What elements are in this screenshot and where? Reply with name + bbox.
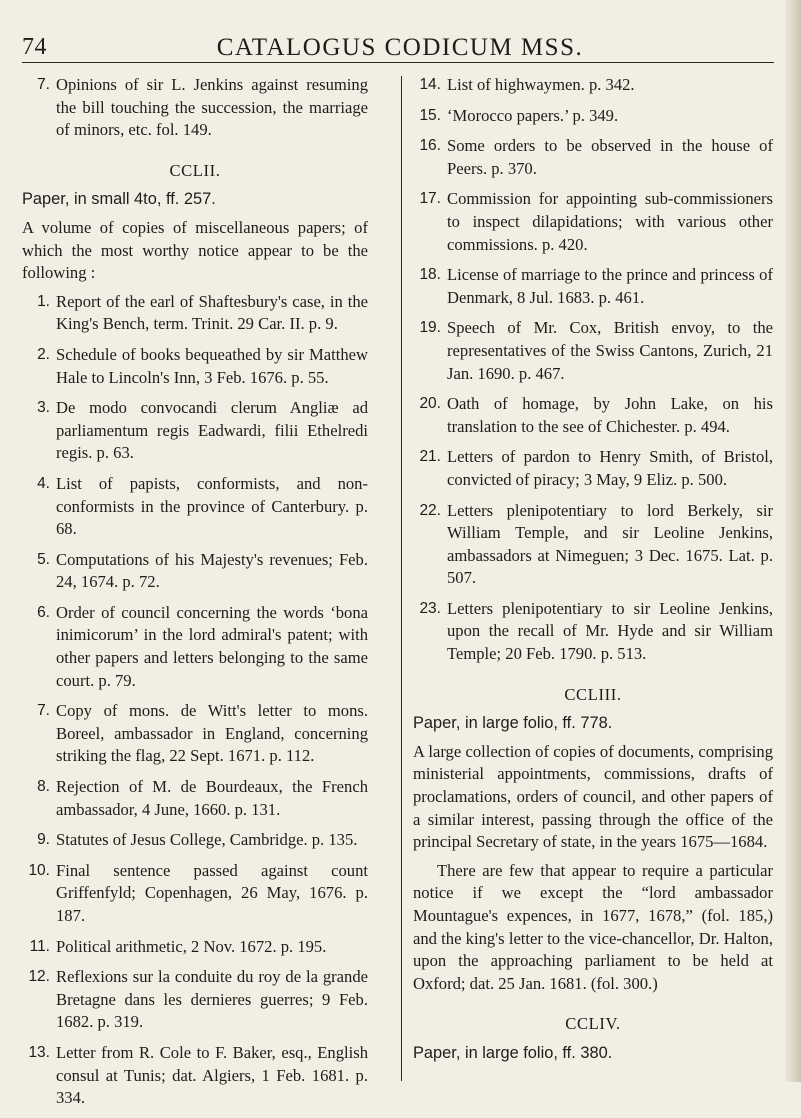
item-text: Copy of mons. de Witt's letter to mons. Boreel, ambassador in England, concerning striking the flag, 22 Sept. 1671. p. 112. — [56, 701, 368, 766]
column-divider — [401, 76, 402, 1081]
item-text: Report of the earl of Shaftesbury's case, in the King's Bench, term. Trinit. 29 Car. II. p. 9. — [56, 291, 368, 334]
item-number: 10. — [28, 861, 50, 879]
item-number: 5. — [37, 550, 50, 568]
item-number: 14. — [419, 76, 441, 93]
codex-paper-line: Paper, in small 4to, ff. 257. — [22, 190, 216, 209]
item-number: 22. — [419, 501, 441, 519]
item-text: Opinions of sir L. Jenkins against resuming the bill touching the succession, the marriage of minors, etc. fol. 149. — [56, 75, 368, 140]
item-number: 16. — [419, 137, 441, 155]
item-text: List of highwaymen. p. 342. — [447, 75, 635, 94]
codex-note: There are few that appear to require a particular notice if we except the “lord ambassador Mountague's expences, in 1677, 1678,” (fol. 185,) and the king's letter to the vice-chancellor, Dr. Halton, upon the approaching parliament to be held at Oxford; dat. 25 Jan. 1681. (fol. 300.) — [413, 860, 773, 993]
list-item — [413, 446, 773, 491]
list-item — [413, 105, 773, 128]
codex-numeral: CCLII. — [169, 160, 221, 180]
item-text: License of marriage to the prince and princess of Denmark, 8 Jul. 1683. p. 461. — [447, 265, 773, 307]
item-number: 9. — [37, 831, 50, 849]
list-item — [413, 264, 773, 309]
item-number: 20. — [419, 395, 441, 413]
item-text: Order of council concerning the words ‘bona inimicorum’ in the lord admiral's patent; with other papers and letters belonging to the same court. p. 79. — [56, 602, 368, 690]
list-item — [22, 936, 368, 959]
item-number: 1. — [37, 292, 50, 310]
item-text: ‘Morocco papers.’ p. 349. — [447, 105, 619, 125]
item-number: 7. — [37, 702, 50, 720]
running-title: CATALOGUS CODICUM MSS. — [216, 34, 584, 61]
list-item — [413, 598, 773, 666]
header-rule — [22, 62, 774, 63]
list-item — [413, 135, 773, 180]
list-item — [22, 344, 368, 389]
item-text: Oath of homage, by John Lake, on his translation to the see of Chichester. p. 494. — [447, 394, 773, 436]
list-item — [22, 602, 368, 692]
item-number: 2. — [37, 345, 50, 363]
item-text: De modo convocandi clerum Angliæ ad parliamentum regis Eadwardi, filii Ethelredi regis. p. 63. — [56, 398, 368, 463]
codex-paper-line: Paper, in large folio, ff. 380. — [413, 1043, 613, 1062]
codex-paper-line: Paper, in large folio, ff. 778. — [413, 714, 613, 733]
item-number: 11. — [29, 937, 50, 955]
list-item — [413, 393, 773, 438]
item-number: 17. — [419, 190, 441, 208]
list-item — [22, 397, 368, 465]
item-text: Political arithmetic, 2 Nov. 1672. p. 195. — [56, 936, 327, 956]
left-column — [22, 74, 368, 1118]
item-number: 18. — [419, 266, 441, 284]
codex-description: A large collection of copies of documents, comprising ministerial appointments, commissions, drafts of proclamations, orders of council, and other papers of a similar interest, passing through the office of the principal Secretary of state, in the years 1675—1684. — [413, 741, 773, 852]
list-item — [413, 317, 773, 385]
item-text: Final sentence passed against count Griffenfyld; Copenhagen, 26 May, 1676. p. 187. — [56, 860, 368, 925]
item-number: 7. — [37, 76, 50, 93]
codex-numeral: CCLIV. — [565, 1014, 621, 1034]
item-text: Letters plenipotentiary to sir Leoline Jenkins, upon the recall of Mr. Hyde and sir William Temple; 20 Feb. 1790. p. 513. — [447, 598, 773, 664]
list-item — [22, 829, 368, 852]
item-number: 8. — [37, 778, 50, 796]
list-item — [22, 700, 368, 768]
list-item — [22, 549, 368, 594]
list-item — [22, 473, 368, 541]
item-text: Letters of pardon to Henry Smith, of Bristol, convicted of piracy; 3 May, 9 Eliz. p. 500. — [447, 447, 773, 489]
page-edge — [785, 0, 801, 1082]
item-number: 23. — [419, 599, 441, 617]
list-item — [22, 291, 368, 336]
item-number: 19. — [419, 319, 441, 337]
item-text: Commission for appointing sub-commissioners to inspect dilapidations; with various other commissions. p. 420. — [447, 189, 773, 254]
item-text: Some orders to be observed in the house of Peers. p. 370. — [447, 136, 773, 178]
item-number: 3. — [37, 399, 50, 417]
item-number: 13. — [28, 1043, 50, 1061]
item-text: Speech of Mr. Cox, British envoy, to the representatives of the Swiss Cantons, Zurich, 21 Jan. 1690. p. 467. — [447, 318, 773, 383]
list-item — [22, 1042, 368, 1110]
item-text: Letters plenipotentiary to lord Berkely, sir William Temple, and sir Leoline Jenkins, ambassadors at Nimeguen; 3 Dec. 1675. Lat. p. 507. — [447, 500, 773, 588]
right-column — [413, 74, 773, 1071]
list-item — [413, 74, 773, 97]
item-text: Schedule of books bequeathed by sir Matthew Hale to Lincoln's Inn, 3 Feb. 1676. p. 55. — [56, 344, 368, 387]
item-text: Letter from R. Cole to F. Baker, esq., English consul at Tunis; dat. Algiers, 1 Feb. 1681. p. 334. — [56, 1042, 368, 1108]
page-number: 74 — [22, 34, 47, 60]
list-item — [22, 966, 368, 1034]
item-number: 12. — [28, 968, 50, 986]
item-text: List of papists, conformists, and non-conformists in the province of Canterbury. p. 68. — [56, 473, 368, 539]
list-item — [413, 500, 773, 590]
item-number: 6. — [37, 603, 50, 621]
list-item — [22, 74, 368, 142]
list-item — [22, 860, 368, 928]
page-header — [0, 30, 801, 66]
item-number: 4. — [37, 474, 50, 492]
list-item — [413, 188, 773, 256]
item-number: 15. — [419, 106, 441, 124]
item-text: Computations of his Majesty's revenues; Feb. 24, 1674. p. 72. — [56, 549, 368, 592]
item-text: Reflexions sur la conduite du roy de la grande Bretagne dans les dernieres guerres; 9 Feb. 1682. p. 319. — [56, 967, 368, 1032]
item-number: 21. — [419, 448, 441, 466]
codex-description: A volume of copies of miscellaneous papers; of which the most worthy notice appear to be the following : — [22, 217, 368, 283]
list-item — [22, 776, 368, 821]
codex-numeral: CCLIII. — [564, 684, 622, 704]
item-text: Statutes of Jesus College, Cambridge. p. 135. — [56, 830, 358, 850]
item-text: Rejection of M. de Bourdeaux, the French ambassador, 4 June, 1660. p. 131. — [56, 777, 368, 819]
